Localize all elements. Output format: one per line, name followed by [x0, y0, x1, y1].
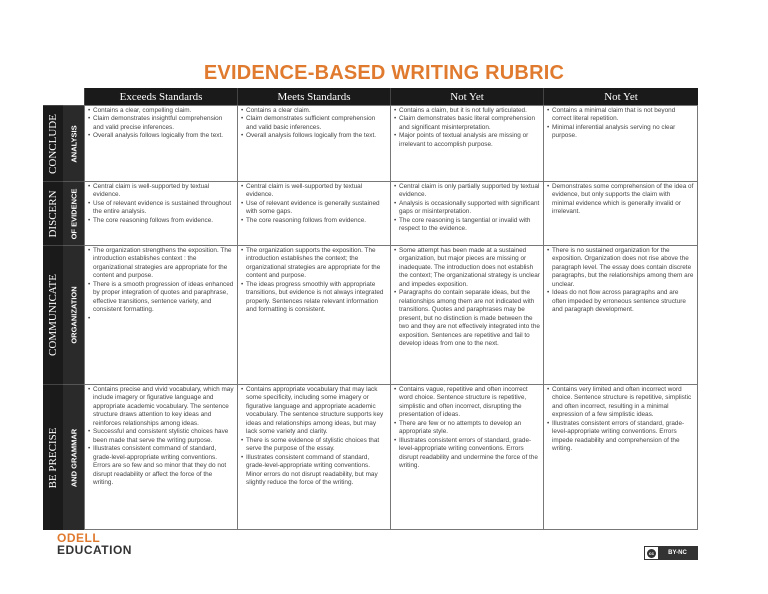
- rubric-cell: [543, 384, 698, 530]
- row-label-1: [43, 181, 63, 245]
- row-sublabel-text: OF EVIDENCE: [69, 188, 78, 239]
- row-label-0: [43, 105, 63, 181]
- criterion-item: • Illustrates consistent errors of standard, grade-level-appropriate writing conventions. Errors disrupt readability and undermine the force of the writing.: [399, 437, 540, 471]
- table-corner: [43, 88, 84, 105]
- criteria-list: [241, 107, 387, 141]
- criteria-list: [88, 183, 234, 225]
- criterion-item: • Illustrates consistent command of standard, grade-level-appropriate writing conventions. Minor errors do not disrupt readability, but may slightly reduce the force of the writing.: [246, 454, 387, 488]
- rubric-cell: [84, 245, 237, 384]
- rubric-cell: [84, 105, 237, 181]
- criterion-item: • There is no sustained organization for the exposition. Organization does not rise above the paragraph level. The essay does contain discrete paragraphs, but the relationships among them are unclear.: [552, 247, 694, 289]
- rubric-table: [43, 88, 698, 530]
- criteria-list: [88, 247, 234, 315]
- criterion-item: • Use of relevant evidence is sustained throughout the entire analysis.: [93, 200, 234, 217]
- column-header-not-yet-2: Not Yet: [543, 88, 698, 105]
- criterion-item: • Ideas do not flow across paragraphs and are often impeded by erroneous sentence structure and paragraph development.: [552, 289, 694, 314]
- row-sublabel-text: AND GRAMMAR: [69, 428, 78, 487]
- row-label-text: COMMUNICATE: [47, 274, 59, 356]
- criterion-item: • There is a smooth progression of ideas enhanced by proper integration of quotes and paraphrase, effective transitions, sentence variety, and consistent formatting.: [93, 281, 234, 315]
- criterion-item: • Minimal inferential analysis serving no clear purpose.: [552, 124, 694, 141]
- criterion-item: • There are few or no attempts to develop an appropriate style.: [399, 420, 540, 437]
- rubric-cell: [390, 181, 543, 245]
- criterion-item: • Contains very limited and often incorrect word choice. Sentence structure is repetitive, simplistic and often incorrect, resulting in a minimal expression of a few simplistic ideas.: [552, 386, 694, 420]
- criterion-item: • Some attempt has been made at a sustained organization, but major pieces are missing or inadequate. The introduction does not establish the context; The organizational strategy is unclear and impedes exposition.: [399, 247, 540, 289]
- criterion-item: • Contains vague, repetitive and often incorrect word choice. Sentence structure is repetitive, simplistic and often incorrect, disrupting the presentation of ideas.: [399, 386, 540, 420]
- criterion-item: • The core reasoning is tangential or invalid with respect to the evidence.: [399, 217, 540, 234]
- rubric-cell: [543, 181, 698, 245]
- criteria-list: [547, 386, 694, 454]
- rubric-cell: [543, 245, 698, 384]
- row-sublabel-text: ORGANIZATION: [69, 286, 78, 344]
- rubric-cell: [237, 181, 390, 245]
- license-badge: [644, 546, 698, 560]
- criterion-item: • Contains a clear, compelling claim.: [93, 107, 234, 115]
- criteria-list: [241, 183, 387, 225]
- criterion-item: • Analysis is occasionally supported with significant gaps or misinterpretation.: [399, 200, 540, 217]
- rubric-cell: [84, 181, 237, 245]
- row-sublabel-2: [63, 245, 84, 384]
- criterion-item: • Claim demonstrates insightful comprehension and valid precise inferences.: [93, 115, 234, 132]
- rubric-cell: [84, 384, 237, 530]
- rubric-cell: [237, 245, 390, 384]
- criteria-list: [547, 247, 694, 315]
- criterion-item: • Illustrates consistent errors of standard, grade-level-appropriate writing conventions. Errors impede readability and comprehension of the writing.: [552, 420, 694, 454]
- criteria-list: [241, 247, 387, 315]
- criterion-item: • Contains precise and vivid vocabulary, which may include imagery or figurative language and appropriate academic vocabulary. The sentence structure draws attention to key ideas and reinforces relationships among ideas.: [93, 386, 234, 428]
- rubric-cell: [390, 105, 543, 181]
- column-header-not-yet: Not Yet: [390, 88, 543, 105]
- criterion-item: • Contains appropriate vocabulary that may lack some specificity, including some imagery or figurative language and appropriate academic vocabulary. The sentence structure supports key ideas and relationships among ideas, but may lack some variety and clarity.: [246, 386, 387, 437]
- rubric-cell: [237, 384, 390, 530]
- row-sublabel-1: [63, 181, 84, 245]
- row-label-2: [43, 245, 63, 384]
- criterion-item: • Contains a claim, but it is not fully articulated.: [399, 107, 540, 115]
- row-sublabel-0: [63, 105, 84, 181]
- criterion-item: • Contains a minimal claim that is not beyond correct literal repetition.: [552, 107, 694, 124]
- criterion-item: • Major points of textual analysis are missing or irrelevant to accomplish purpose.: [399, 132, 540, 149]
- criterion-item: • The organization strengthens the exposition. The introduction establishes context : the organizational strategies are appropriate for the content and purpose.: [93, 247, 234, 281]
- rubric-cell: [390, 245, 543, 384]
- criterion-item: • Central claim is well-supported by textual evidence.: [93, 183, 234, 200]
- criteria-list: [394, 247, 540, 348]
- logo-line-1: ODELL: [57, 531, 101, 545]
- rubric-cell: [390, 384, 543, 530]
- row-label-text: CONCLUDE: [47, 113, 59, 174]
- criteria-list: [88, 107, 234, 141]
- page-title: EVIDENCE-BASED WRITING RUBRIC: [203, 62, 565, 84]
- row-sublabel-text: ANALYSIS: [69, 124, 78, 163]
- criterion-item: • Demonstrates some comprehension of the idea of evidence, but only supports the claim with minimal evidence which is generally invalid or irrelevant.: [552, 183, 694, 217]
- criterion-item: • Central claim is only partially supported by textual evidence.: [399, 183, 540, 200]
- criterion-item: • Successful and consistent stylistic choices have been made that serve the writing purpose.: [93, 428, 234, 445]
- rubric-cell: [543, 105, 698, 181]
- odell-education-logo: [57, 532, 132, 556]
- criterion-item: • The organization supports the exposition. The introduction establishes the context; the organizational strategies are appropriate for the content and purpose.: [246, 247, 387, 281]
- row-label-3: [43, 384, 63, 530]
- column-header-meets: Meets Standards: [237, 88, 390, 105]
- rubric-cell: [237, 105, 390, 181]
- criteria-list: [241, 386, 387, 487]
- criterion-item: • Paragraphs do contain separate ideas, but the relationships among them are not indicated with transitions. Quotes and paraphrases may be present, but no distinction is made between the two and they are not effectively integrated into the exposition. Sentences are repetitive and fail to develop ideas from one to the next.: [399, 289, 540, 348]
- criteria-list: [394, 183, 540, 234]
- criteria-list: [88, 386, 234, 487]
- criterion-item: • Central claim is well-supported by textual evidence.: [246, 183, 387, 200]
- criterion-item: • The ideas progress smoothly with appropriate transitions, but evidence is not always integrated properly. Sentences relate relevant information and formatting is consistent.: [246, 281, 387, 315]
- criterion-item: • There is some evidence of stylistic choices that serve the purpose of the essay.: [246, 437, 387, 454]
- criterion-item: • Use of relevant evidence is generally sustained with some gaps.: [246, 200, 387, 217]
- criteria-list: [547, 107, 694, 141]
- criteria-list: [547, 183, 694, 217]
- creative-commons-icon: cc: [648, 550, 654, 556]
- criteria-list: [394, 386, 540, 471]
- criterion-item: • Claim demonstrates sufficient comprehension and valid basic inferences.: [246, 115, 387, 132]
- criterion-item: • Claim demonstrates basic literal comprehension and significant misinterpretation.: [399, 115, 540, 132]
- criterion-item: • The core reasoning follows from evidence.: [93, 217, 234, 225]
- logo-line-2: EDUCATION: [57, 543, 132, 558]
- row-label-text: DISCERN: [47, 189, 59, 238]
- column-header-exceeds: Exceeds Standards: [84, 88, 237, 105]
- criteria-list: [394, 107, 540, 149]
- criterion-item: • The core reasoning follows from evidence.: [246, 217, 387, 225]
- criterion-item: • Contains a clear claim.: [246, 107, 387, 115]
- criterion-item: • Overall analysis follows logically from the text.: [93, 132, 234, 140]
- criterion-item: • Illustrates consistent command of standard, grade-level-appropriate writing conventions. Errors are so few and so minor that they do not disrupt readability or affect the force of the writing.: [93, 445, 234, 487]
- criterion-item: • Overall analysis follows logically from the text.: [246, 132, 387, 140]
- license-text: BY-NC: [658, 546, 697, 560]
- row-sublabel-3: [63, 384, 84, 530]
- row-label-text: BE PRECISE: [47, 427, 59, 488]
